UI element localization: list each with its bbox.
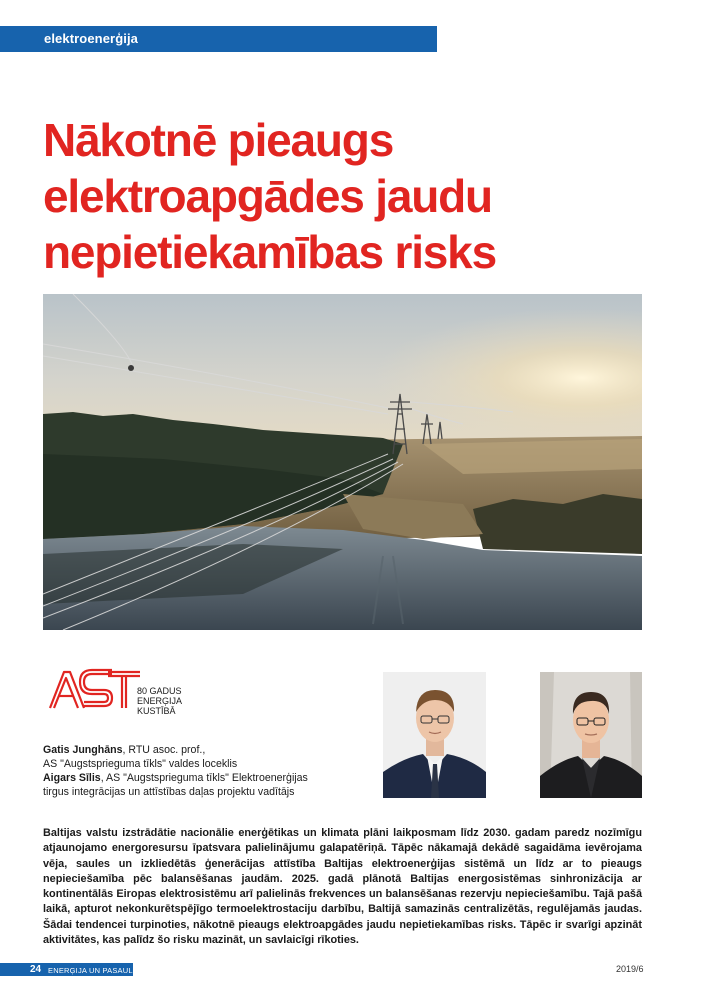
issue-number: 2019/6 — [616, 964, 644, 974]
author-2 — [43, 771, 373, 785]
author-2-affiliation: tirgus integrācijas un attīstības daļas projektu vadītājs — [43, 786, 295, 798]
article-title — [43, 112, 643, 280]
tagline-line-1: 80 GADUS — [137, 686, 182, 696]
title-line-3: nepietiekamības risks — [43, 226, 496, 278]
ast-logo — [48, 668, 208, 716]
section-header-bar — [0, 26, 437, 52]
magazine-name: ENERĢIJA UN PASAULE — [48, 966, 138, 975]
author-1-affiliation: AS "Augstsprieguma tīkls" valdes loceklis — [43, 758, 238, 770]
title-line-2: elektroapgādes jaudu — [43, 170, 492, 222]
authors-block — [43, 743, 373, 799]
author-2-role: , AS "Augstsprieguma tīkls" Elektroenerģijas — [100, 772, 308, 784]
author-1-role: , RTU asoc. prof., — [122, 744, 206, 756]
page-number: 24 — [30, 964, 42, 975]
section-label: elektroenerģija — [44, 31, 138, 46]
author-2-name: Aigars Sīlis — [43, 772, 101, 784]
hero-photo-power-lines — [43, 294, 642, 630]
author-1-name: Gatis Junghāns — [43, 744, 123, 756]
title-line-1: Nākotnē pieaugs — [43, 114, 394, 166]
ast-logo-tagline — [137, 686, 182, 716]
article-lead-paragraph: Baltijas valstu izstrādātie nacionālie enerģētikas un klimata plāni laikposmam līdz 2030. gadam paredz nozīmīgu atjaunojamo energoresursu īpatsvara palielinājumu galapatēriņā. Tāpēc nākamajā dekādē sagaidāma ievērojama vēja, saules un izkliedētās ģenerācijas attīstība Baltijas elektroenerģijas sistēmā un līdz ar to pieaugs nepieciešamība pēc balansēšanas jaudām. 2025. gadā plānotā Baltijas energosistēmas sinhronizācija ar kontinentālās Eiropas elektrosistēmu arī palielinās frekvences un balansēšanas rezervju nepieciešamību. Tajā pašā laikā, apturot nekonkurētspējīgo termoelektrostaciju darbību, Baltijā samazinās centralizētās, regulējamās jaudas. Šādai tendencei turpinoties, nākotnē pieaugs elektroapgādes jaudu nepietiekamības risks. Tāpēc ir svarīgi apzināt aktivitātes, kas palīdz šo risku mazināt, un savlaicīgi rīkoties. — [43, 827, 642, 947]
tagline-line-3: KUSTĪBĀ — [137, 706, 176, 716]
author-1-portrait — [383, 672, 486, 798]
author-1 — [43, 743, 373, 757]
author-2-portrait — [540, 672, 642, 798]
tagline-line-2: ENERĢIJA — [137, 696, 183, 706]
